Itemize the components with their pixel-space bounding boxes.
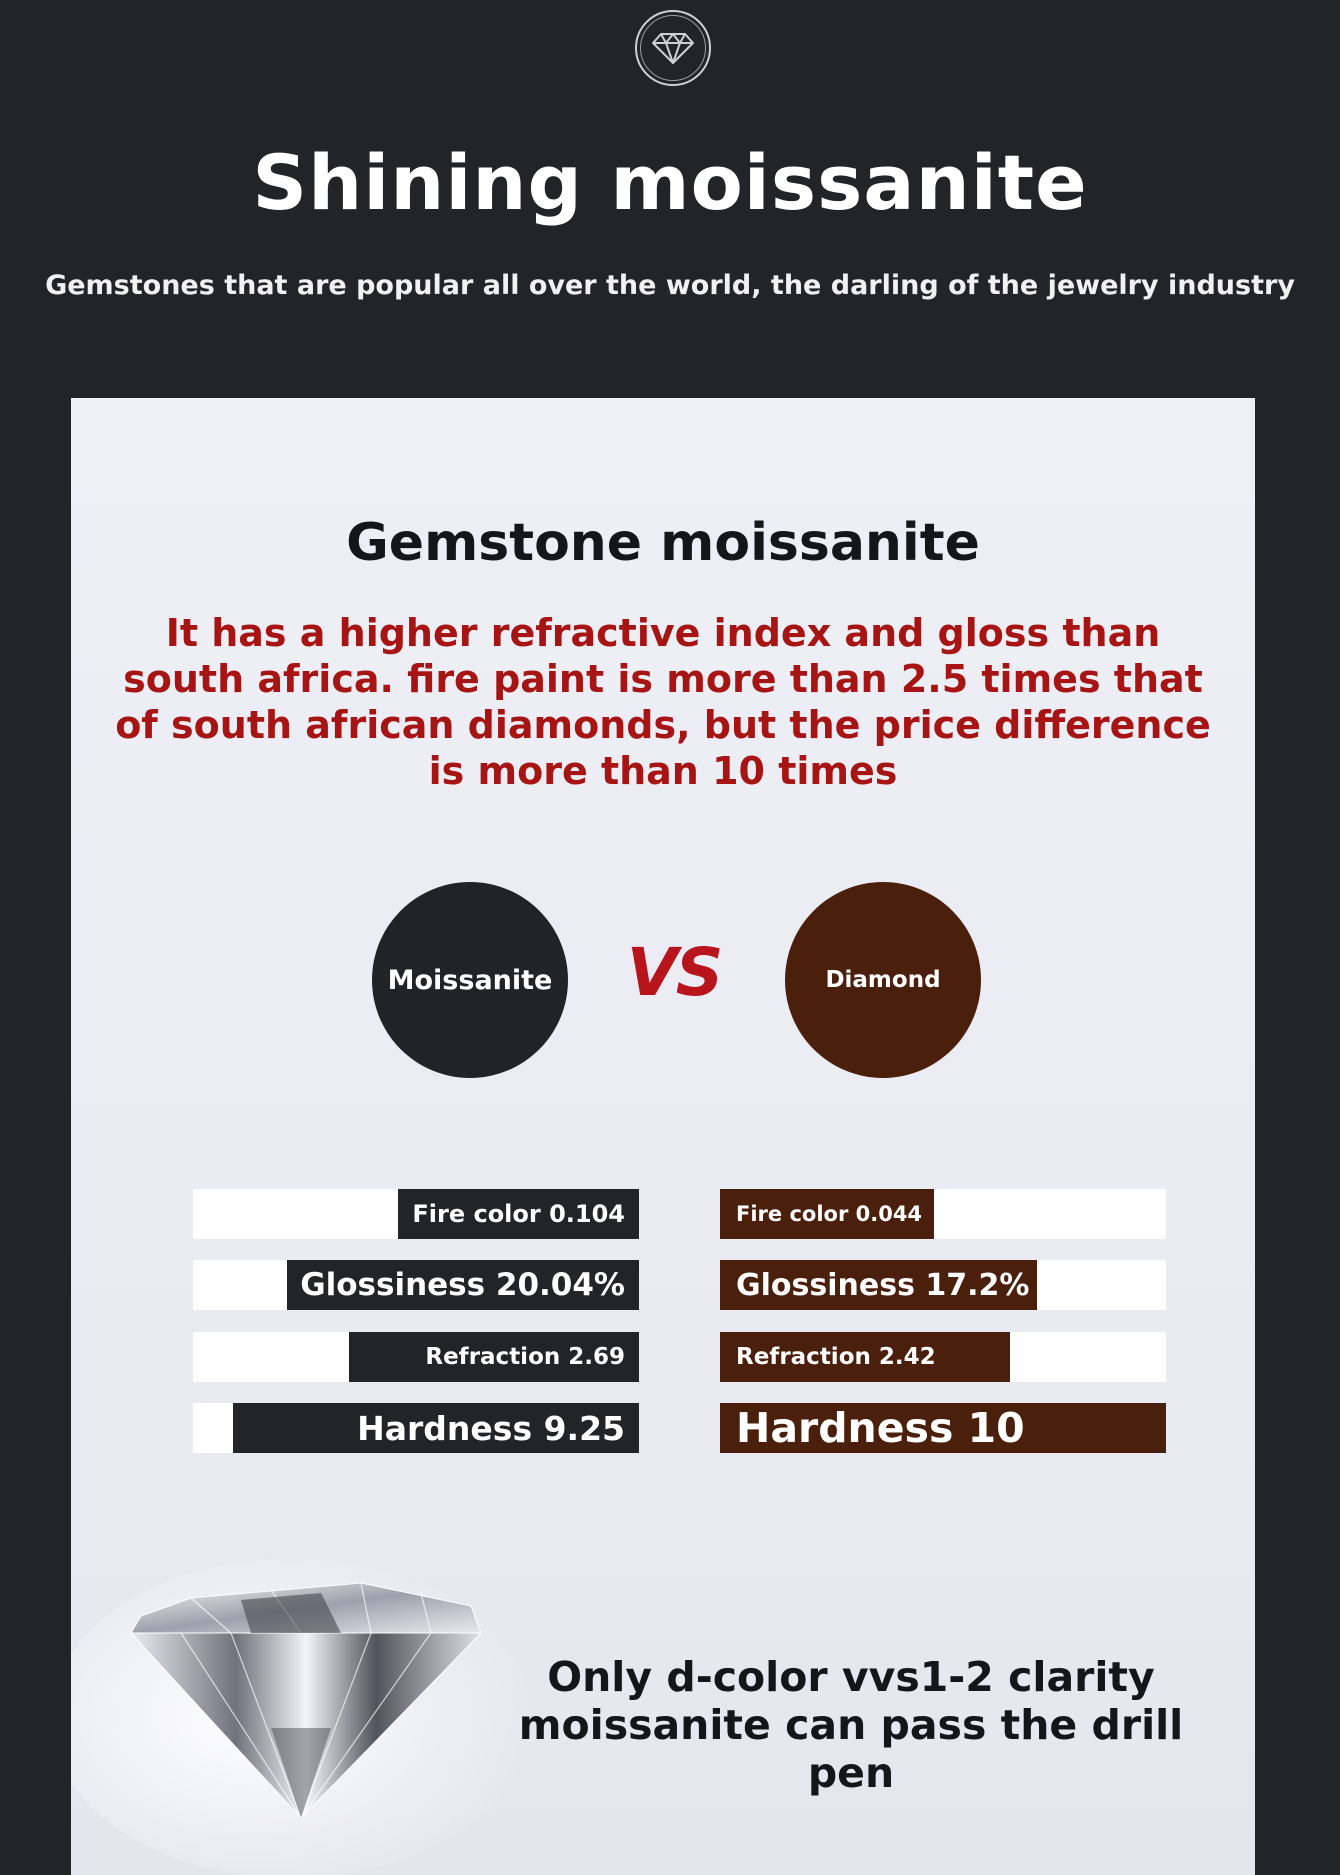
moissanite-label: Moissanite xyxy=(387,964,553,996)
panel-description: It has a higher refractive index and gloss than south africa. fire paint is more than 2.5 times that of south african diamonds, but the price difference is more than 10 times xyxy=(115,611,1211,793)
diamond-bar-refraction xyxy=(720,1332,1010,1382)
page-subtitle: Gemstones that are popular all over the world, the darling of the jewelry industry xyxy=(45,270,1295,301)
bar-label: Fire color 0.044 xyxy=(736,1202,923,1226)
diamond-badge xyxy=(785,882,981,1078)
diamond-bar-gloss xyxy=(720,1260,1037,1310)
moissanite-badge xyxy=(372,882,568,1078)
vs-label: VS xyxy=(626,934,722,1011)
bar-label: Hardness 9.25 xyxy=(357,1408,625,1448)
moissanite-row-refraction xyxy=(193,1332,639,1382)
bar-label: Glossiness 17.2% xyxy=(736,1267,1030,1303)
diamond-bar-hardness xyxy=(720,1403,1166,1453)
bottom-text: Only d-color vvs1-2 clarity moissanite can pass the drill pen xyxy=(518,1653,1184,1797)
logo xyxy=(635,10,711,86)
bar-label: Hardness 10 xyxy=(736,1404,1025,1452)
diamond-row-refraction xyxy=(720,1332,1166,1382)
diamond-bar-fire xyxy=(720,1189,934,1239)
moissanite-bar-refraction xyxy=(349,1332,639,1382)
moissanite-row-fire xyxy=(193,1189,639,1239)
moissanite-row-hardness xyxy=(193,1403,639,1453)
diamond-label: Diamond xyxy=(825,967,941,993)
bar-label: Refraction 2.69 xyxy=(425,1344,625,1370)
comparison-panel xyxy=(71,398,1255,1875)
moissanite-row-gloss xyxy=(193,1260,639,1310)
bar-label: Glossiness 20.04% xyxy=(300,1267,625,1303)
bar-label: Fire color 0.104 xyxy=(412,1200,625,1228)
diamond-row-gloss xyxy=(720,1260,1166,1310)
logo-inner xyxy=(640,15,706,81)
diamond-row-hardness xyxy=(720,1403,1166,1453)
moissanite-bar-fire xyxy=(398,1189,639,1239)
moissanite-bar-gloss xyxy=(287,1260,639,1310)
diamond-row-fire xyxy=(720,1189,1166,1239)
page-title: Shining moissanite xyxy=(252,138,1088,227)
moissanite-bar-hardness xyxy=(233,1403,639,1453)
panel-title: Gemstone moissanite xyxy=(346,513,980,573)
bar-label: Refraction 2.42 xyxy=(736,1344,936,1370)
diamond-icon xyxy=(651,31,695,65)
